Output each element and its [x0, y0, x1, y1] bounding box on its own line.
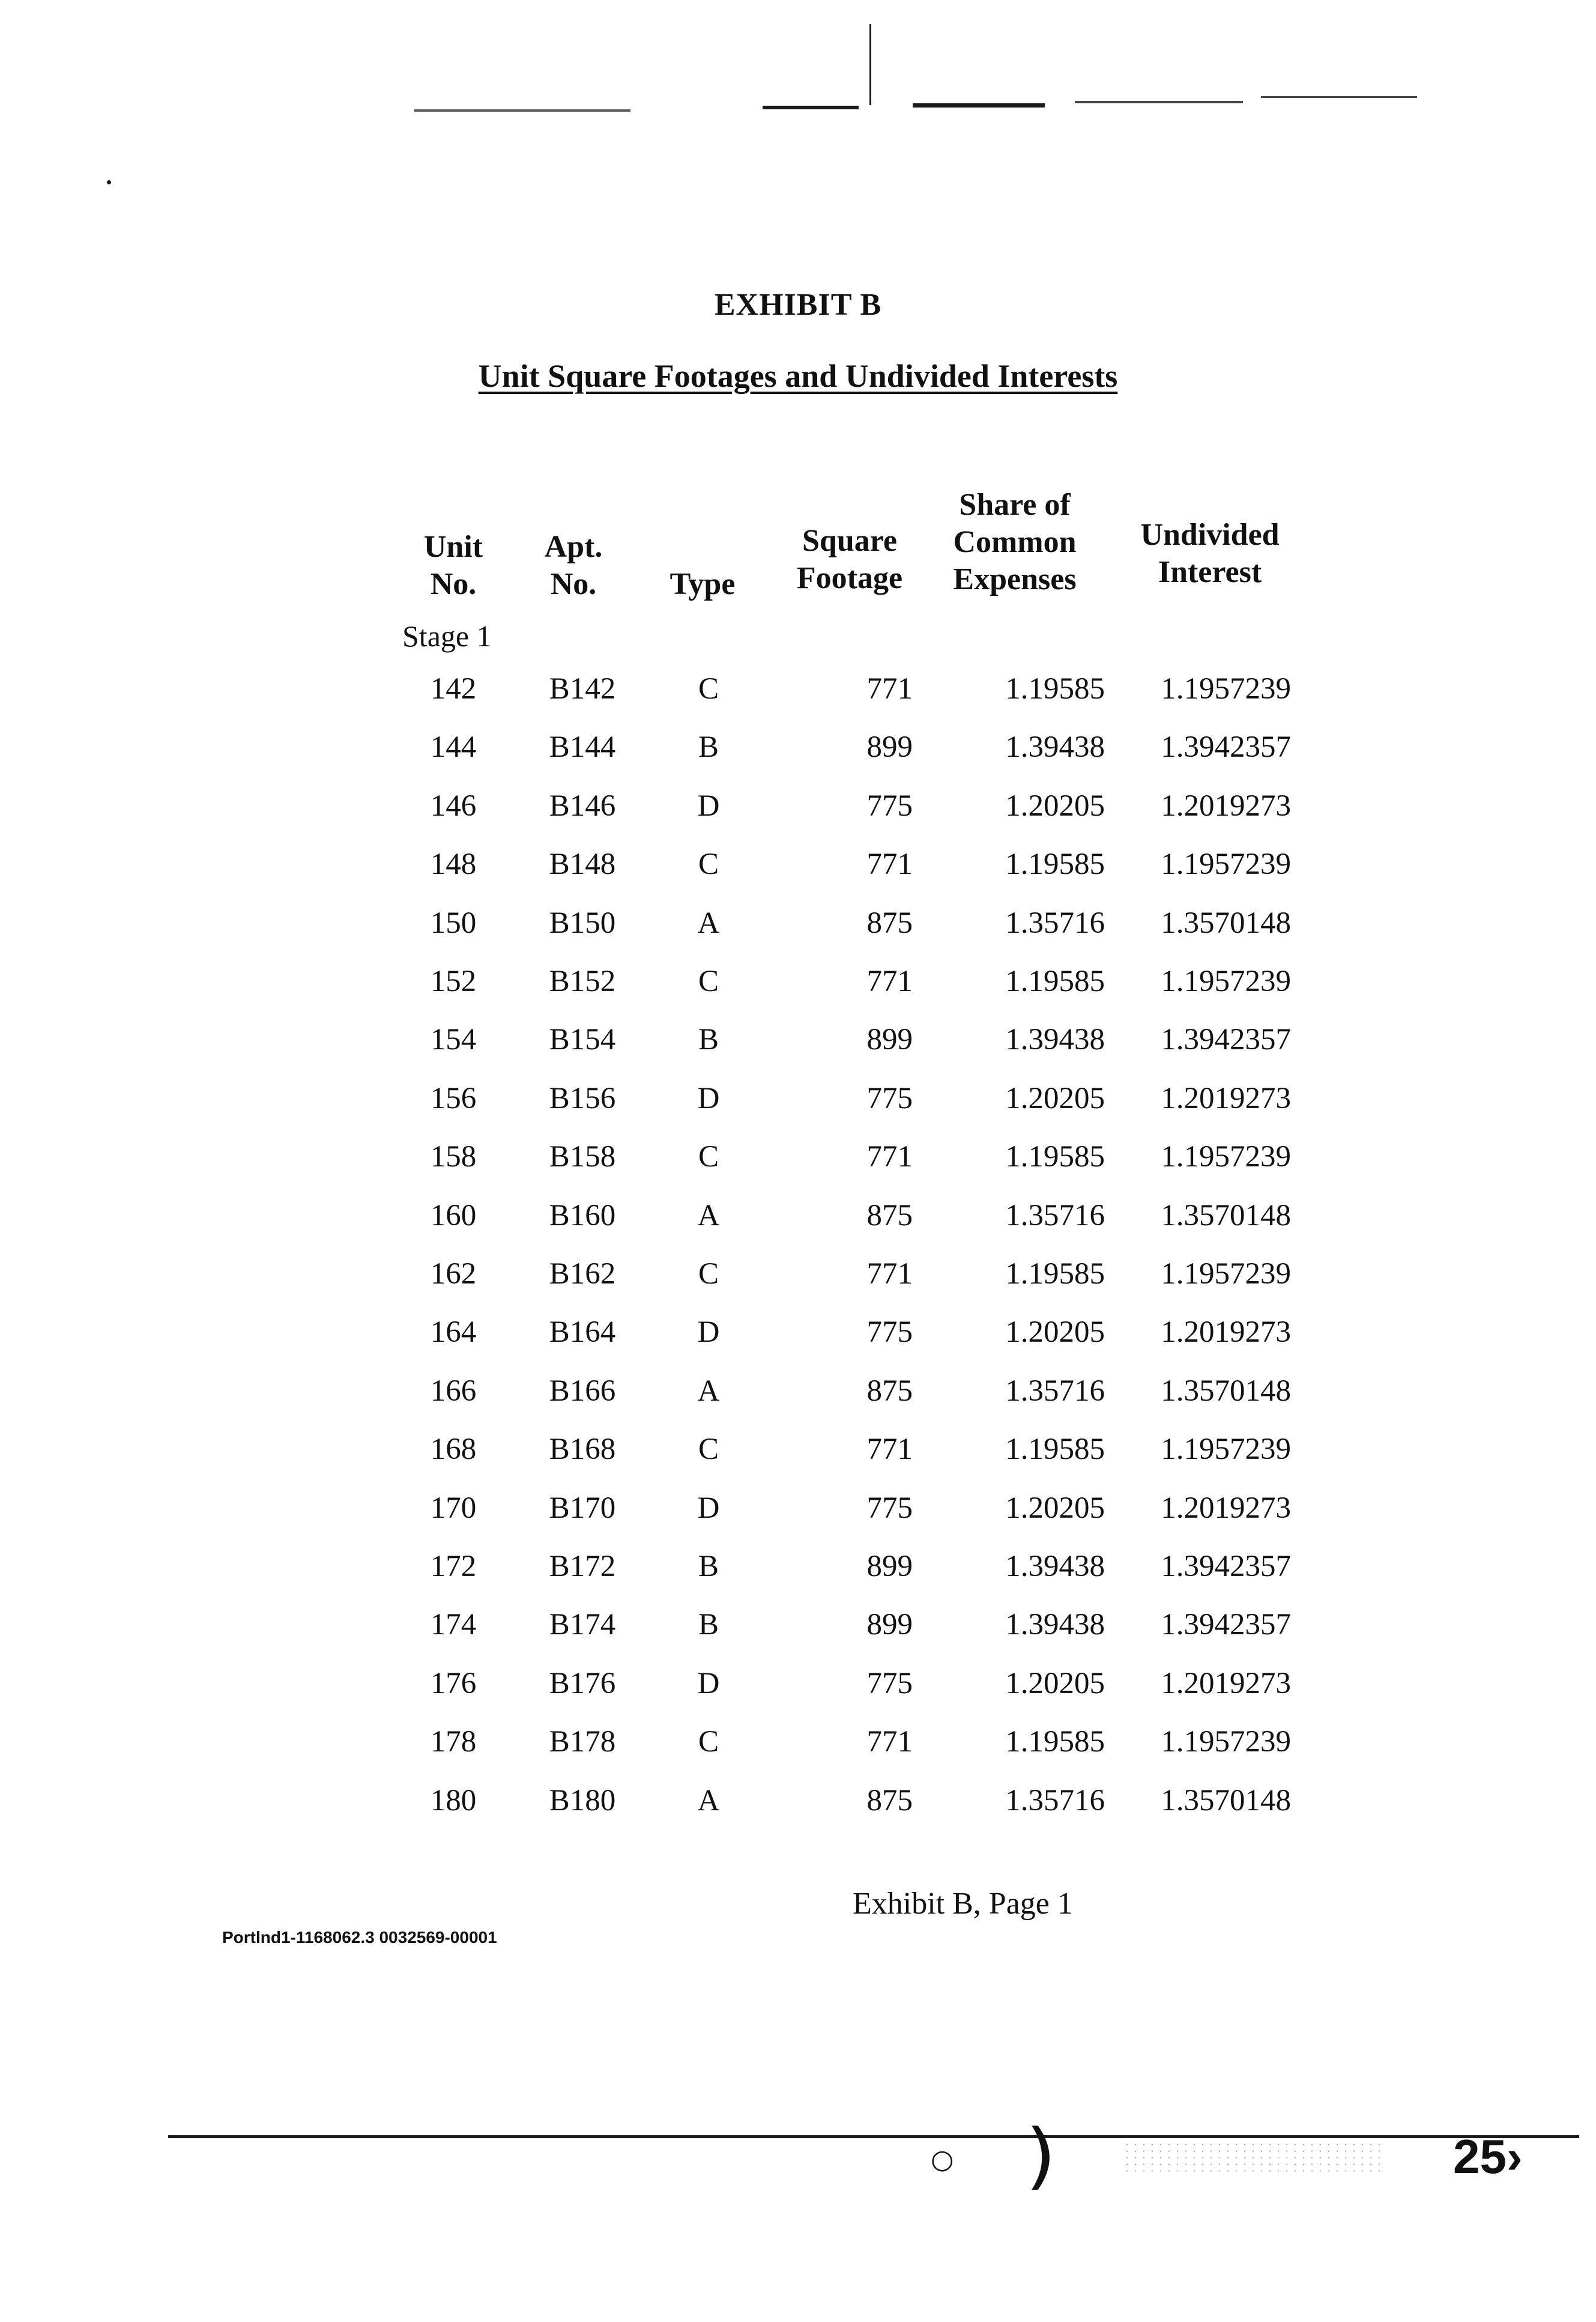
unit-no-cell: 146	[430, 789, 477, 823]
table-row	[0, 1022, 1596, 1070]
table-row	[0, 964, 1596, 1012]
column-header-square-footage	[784, 523, 916, 597]
type-cell: B	[698, 1550, 719, 1583]
unit-no-cell: 176	[430, 1666, 477, 1700]
share-common-expenses-cell: 1.35716	[1005, 1374, 1105, 1408]
column-header-apt-line1: Apt.	[544, 530, 603, 564]
unit-no-cell: 164	[430, 1315, 477, 1350]
undivided-interest-cell: 1.1957239	[1161, 847, 1291, 882]
unit-no-cell: 174	[430, 1608, 477, 1642]
undivided-interest-cell: 1.3570148	[1161, 906, 1291, 940]
undivided-interest-cell: 1.1957239	[1161, 1725, 1291, 1759]
undivided-interest-cell: 1.2019273	[1161, 789, 1291, 823]
square-footage-cell: 775	[866, 1081, 913, 1115]
share-common-expenses-cell: 1.19585	[1005, 1725, 1105, 1759]
apt-no-cell: B174	[549, 1608, 616, 1642]
apt-no-cell: B154	[549, 1023, 616, 1057]
square-footage-cell: 875	[866, 906, 913, 940]
scan-artifact-dot	[107, 180, 111, 184]
share-common-expenses-cell: 1.19585	[1005, 1257, 1105, 1291]
type-cell: C	[698, 672, 719, 706]
type-cell: D	[697, 1315, 720, 1350]
apt-no-cell: B166	[549, 1374, 616, 1408]
share-common-expenses-cell: 1.19585	[1005, 847, 1105, 882]
table-row	[0, 1315, 1596, 1363]
table-row	[0, 906, 1596, 954]
column-header-share	[943, 487, 1087, 598]
undivided-interest-cell: 1.2019273	[1161, 1315, 1291, 1350]
column-header-share-line2: Common	[953, 525, 1077, 559]
apt-no-cell: B152	[549, 965, 616, 998]
share-common-expenses-cell: 1.19585	[1005, 1432, 1105, 1467]
undivided-interest-cell: 1.3570148	[1161, 1198, 1291, 1232]
table-row	[0, 671, 1596, 720]
column-header-apt-line2: No.	[550, 567, 597, 601]
share-common-expenses-cell: 1.20205	[1005, 789, 1105, 823]
apt-no-cell: B144	[549, 730, 616, 765]
unit-no-cell: 160	[430, 1198, 477, 1232]
column-header-square-line2: Footage	[796, 561, 903, 595]
undivided-interest-cell: 1.1957239	[1161, 965, 1291, 998]
square-footage-cell: 899	[866, 1550, 913, 1583]
unit-no-cell: 142	[430, 672, 477, 706]
column-header-undivided	[1129, 517, 1291, 591]
column-header-type	[657, 566, 748, 603]
undivided-interest-cell: 1.1957239	[1161, 1140, 1291, 1174]
square-footage-cell: 771	[866, 1725, 913, 1759]
column-header-undivided-line2: Interest	[1158, 555, 1262, 589]
stage-label: Stage 1	[402, 619, 492, 653]
table-row	[0, 1198, 1596, 1246]
square-footage-cell: 775	[866, 1491, 913, 1525]
undivided-interest-cell: 1.1957239	[1161, 1432, 1291, 1467]
type-cell: D	[697, 1081, 720, 1115]
table-row	[0, 1549, 1596, 1597]
column-header-apt	[528, 529, 618, 603]
unit-no-cell: 178	[430, 1725, 477, 1759]
type-cell: D	[697, 1666, 720, 1700]
type-cell: C	[698, 965, 719, 998]
square-footage-cell: 775	[866, 789, 913, 823]
apt-no-cell: B150	[549, 906, 616, 940]
unit-no-cell: 180	[430, 1783, 477, 1817]
square-footage-cell: 771	[866, 1432, 913, 1467]
scan-artifact-top-3	[913, 103, 1045, 108]
apt-no-cell: B148	[549, 847, 616, 882]
share-common-expenses-cell: 1.35716	[1005, 1198, 1105, 1232]
page-label: Exhibit B, Page 1	[853, 1887, 1073, 1921]
share-common-expenses-cell: 1.35716	[1005, 906, 1105, 940]
unit-no-cell: 144	[430, 730, 477, 765]
type-cell: A	[697, 1374, 720, 1408]
column-header-undivided-line1: Undivided	[1140, 518, 1280, 552]
apt-no-cell: B146	[549, 789, 616, 823]
scan-brace-mark: )	[1025, 2114, 1057, 2198]
unit-no-cell: 168	[430, 1432, 477, 1467]
unit-no-cell: 158	[430, 1140, 477, 1174]
apt-no-cell: B170	[549, 1491, 616, 1525]
table-row	[0, 1607, 1596, 1655]
square-footage-cell: 771	[866, 847, 913, 882]
table-row	[0, 1374, 1596, 1422]
table-row	[0, 1783, 1596, 1831]
share-common-expenses-cell: 1.39438	[1005, 730, 1105, 765]
scan-artifact-top-5	[1261, 96, 1417, 98]
type-cell: C	[698, 1140, 719, 1174]
share-common-expenses-cell: 1.20205	[1005, 1491, 1105, 1525]
share-common-expenses-cell: 1.20205	[1005, 1315, 1105, 1350]
scan-speckle	[1123, 2141, 1381, 2174]
apt-no-cell: B160	[549, 1198, 616, 1232]
page-number: 25›	[1453, 2130, 1523, 2183]
share-common-expenses-cell: 1.35716	[1005, 1783, 1105, 1817]
exhibit-subtitle-text: Unit Square Footages and Undivided Interests	[478, 358, 1118, 394]
type-cell: C	[698, 1725, 719, 1759]
table-row	[0, 1491, 1596, 1539]
table-row	[0, 1139, 1596, 1187]
exhibit-title: EXHIBIT B	[714, 288, 882, 322]
apt-no-cell: B142	[549, 672, 616, 706]
apt-no-cell: B162	[549, 1257, 616, 1291]
share-common-expenses-cell: 1.19585	[1005, 672, 1105, 706]
unit-no-cell: 170	[430, 1491, 477, 1525]
unit-no-cell: 172	[430, 1550, 477, 1583]
undivided-interest-cell: 1.3942357	[1161, 730, 1291, 765]
undivided-interest-cell: 1.2019273	[1161, 1491, 1291, 1525]
square-footage-cell: 771	[866, 1257, 913, 1291]
undivided-interest-cell: 1.3570148	[1161, 1783, 1291, 1817]
undivided-interest-cell: 1.2019273	[1161, 1081, 1291, 1115]
apt-no-cell: B164	[549, 1315, 616, 1350]
type-cell: D	[697, 1491, 720, 1525]
square-footage-cell: 875	[866, 1374, 913, 1408]
apt-no-cell: B172	[549, 1550, 616, 1583]
share-common-expenses-cell: 1.20205	[1005, 1666, 1105, 1700]
square-footage-cell: 771	[866, 965, 913, 998]
table-row	[0, 1724, 1596, 1772]
type-cell: C	[698, 1432, 719, 1467]
unit-no-cell: 154	[430, 1023, 477, 1057]
table-row	[0, 789, 1596, 837]
column-header-square-line1: Square	[802, 524, 897, 558]
square-footage-cell: 875	[866, 1198, 913, 1232]
unit-no-cell: 156	[430, 1081, 477, 1115]
column-header-share-line3: Expenses	[953, 562, 1077, 596]
table-row	[0, 730, 1596, 778]
apt-no-cell: B156	[549, 1081, 616, 1115]
square-footage-cell: 899	[866, 1023, 913, 1057]
share-common-expenses-cell: 1.20205	[1005, 1081, 1105, 1115]
type-cell: D	[697, 789, 720, 823]
undivided-interest-cell: 1.1957239	[1161, 672, 1291, 706]
unit-no-cell: 148	[430, 847, 477, 882]
type-cell: A	[697, 1198, 720, 1232]
undivided-interest-cell: 1.3942357	[1161, 1608, 1291, 1642]
scan-artifact-top-4	[1075, 101, 1243, 103]
square-footage-cell: 775	[866, 1315, 913, 1350]
square-footage-cell: 899	[866, 730, 913, 765]
apt-no-cell: B180	[549, 1783, 616, 1817]
square-footage-cell: 875	[866, 1783, 913, 1817]
share-common-expenses-cell: 1.39438	[1005, 1023, 1105, 1057]
scan-artifact-top-2	[763, 106, 859, 109]
undivided-interest-cell: 1.3570148	[1161, 1374, 1291, 1408]
document-code: Portlnd1-1168062.3 0032569-00001	[222, 1928, 497, 1947]
table-row	[0, 847, 1596, 895]
type-cell: C	[698, 1257, 719, 1291]
column-header-share-line1: Share of	[959, 488, 1071, 522]
exhibit-subtitle	[0, 357, 1596, 395]
type-cell: B	[698, 1608, 719, 1642]
undivided-interest-cell: 1.2019273	[1161, 1666, 1291, 1700]
table-row	[0, 1081, 1596, 1129]
unit-no-cell: 166	[430, 1374, 477, 1408]
scan-circle-mark: ○	[931, 2144, 954, 2175]
type-cell: B	[698, 730, 719, 765]
column-header-unit-line1: Unit	[423, 530, 483, 564]
table-row	[0, 1256, 1596, 1305]
square-footage-cell: 771	[866, 1140, 913, 1174]
undivided-interest-cell: 1.3942357	[1161, 1023, 1291, 1057]
share-common-expenses-cell: 1.39438	[1005, 1550, 1105, 1583]
share-common-expenses-cell: 1.19585	[1005, 965, 1105, 998]
scan-artifact-top-6	[869, 24, 871, 105]
undivided-interest-cell: 1.3942357	[1161, 1550, 1291, 1583]
unit-no-cell: 162	[430, 1257, 477, 1291]
column-header-unit	[408, 529, 498, 603]
unit-no-cell: 152	[430, 965, 477, 998]
bottom-rule	[168, 2135, 1579, 2138]
apt-no-cell: B178	[549, 1725, 616, 1759]
column-header-type-line1: Type	[670, 567, 736, 601]
type-cell: B	[698, 1023, 719, 1057]
column-header-unit-line2: No.	[430, 567, 477, 601]
square-footage-cell: 899	[866, 1608, 913, 1642]
undivided-interest-cell: 1.1957239	[1161, 1257, 1291, 1291]
share-common-expenses-cell: 1.19585	[1005, 1140, 1105, 1174]
type-cell: C	[698, 847, 719, 882]
apt-no-cell: B176	[549, 1666, 616, 1700]
scan-artifact-top-1	[414, 109, 630, 112]
type-cell: A	[697, 1783, 720, 1817]
page-number-value: 25	[1453, 2130, 1507, 2183]
square-footage-cell: 775	[866, 1666, 913, 1700]
apt-no-cell: B158	[549, 1140, 616, 1174]
type-cell: A	[697, 906, 720, 940]
table-row	[0, 1432, 1596, 1480]
table-row	[0, 1666, 1596, 1714]
square-footage-cell: 771	[866, 672, 913, 706]
apt-no-cell: B168	[549, 1432, 616, 1467]
unit-no-cell: 150	[430, 906, 477, 940]
share-common-expenses-cell: 1.39438	[1005, 1608, 1105, 1642]
